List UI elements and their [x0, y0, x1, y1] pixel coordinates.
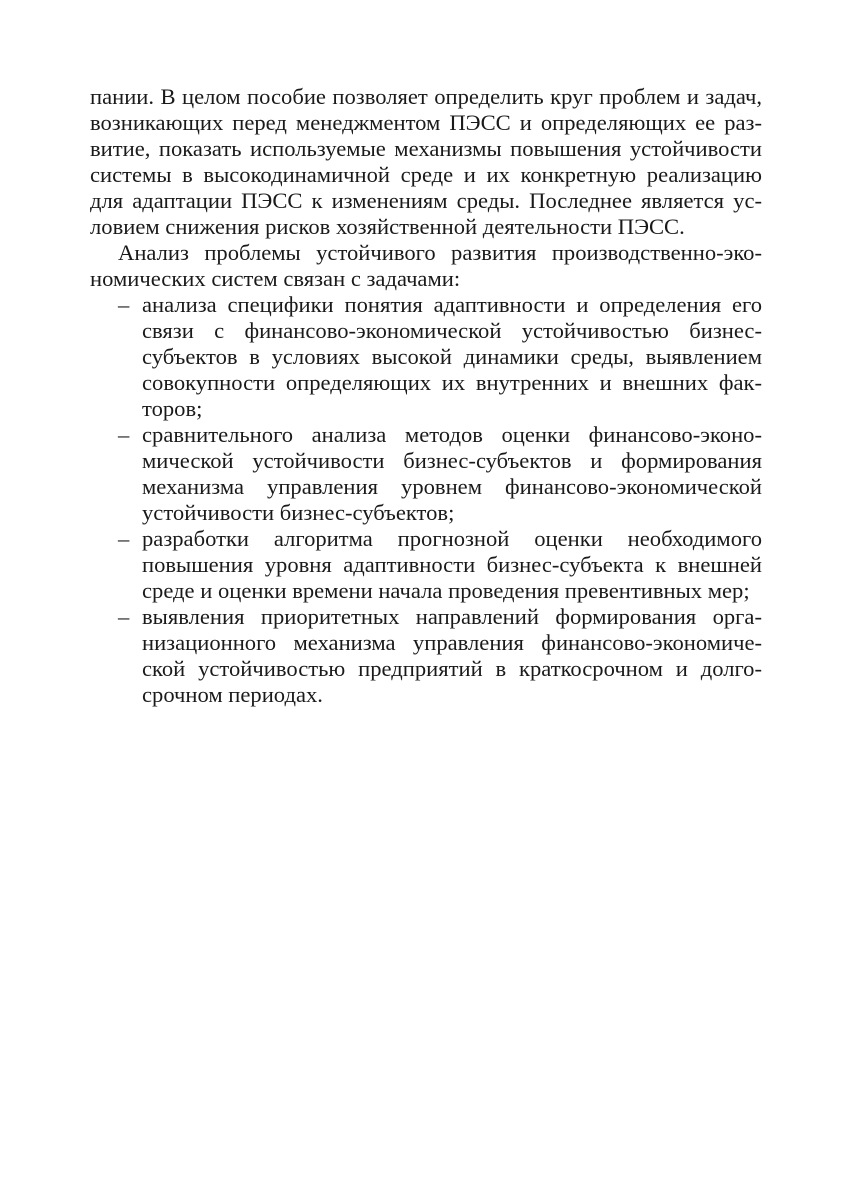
paragraph-intro: [90, 84, 762, 240]
list-item-line: торов;: [142, 396, 203, 421]
list-item-line: срочном периодах.: [142, 682, 323, 707]
list-item: [90, 526, 762, 604]
list-item: [90, 422, 762, 526]
paragraph-analysis: [90, 240, 762, 292]
dash-marker: –: [118, 526, 130, 551]
text-line: ловием снижения рисков хозяйственной деятельности ПЭСС.: [90, 214, 685, 239]
text-line: для адаптации ПЭСС к изменениям среды. Последнее является ус-: [90, 188, 762, 213]
list-item-line: среде и оценки времени начала проведения превентивных мер;: [142, 578, 750, 603]
list-item-line: [90, 604, 762, 630]
list-item-text: сравнительного анализа методов оценки финансово-эконо-: [142, 422, 762, 447]
text-line: Анализ проблемы устойчивого развития производственно-эко-: [118, 240, 762, 265]
list-item-line: устойчивости бизнес-субъектов;: [142, 500, 455, 525]
text-line: возникающих перед менеджментом ПЭСС и определяющих ее раз-: [90, 110, 762, 135]
dash-marker: –: [118, 292, 130, 317]
body-text: [90, 84, 762, 708]
dash-marker: –: [118, 604, 130, 629]
list-item-line: [90, 422, 762, 448]
list-item-line: механизма управления уровнем финансово-экономической: [142, 474, 762, 499]
list-item-line: [90, 526, 762, 552]
list-item-text: разработки алгоритма прогнозной оценки необходимого: [142, 526, 762, 551]
list-item-line: [90, 292, 762, 318]
list-item-line: мической устойчивости бизнес-субъектов и формирования: [142, 448, 762, 473]
list-item-line: повышения уровня адаптивности бизнес-субъекта к внешней: [142, 552, 762, 577]
list-item-line: связи с финансово-экономической устойчивостью бизнес-: [142, 318, 762, 343]
list-item-line: низационного механизма управления финансово-экономиче-: [142, 630, 762, 655]
task-list: [90, 292, 762, 708]
list-item-line: ской устойчивостью предприятий в краткосрочном и долго-: [142, 656, 762, 681]
text-line: пании. В целом пособие позволяет определить круг проблем и задач,: [90, 84, 762, 109]
list-item-line: субъектов в условиях высокой динамики среды, выявлением: [142, 344, 762, 369]
list-item-text: выявления приоритетных направлений формирования орга-: [142, 604, 762, 629]
text-line: системы в высокодинамичной среде и их конкретную реализацию: [90, 162, 762, 187]
text-line: номических систем связан с задачами:: [90, 266, 461, 291]
list-item-line: совокупности определяющих их внутренних и внешних фак-: [142, 370, 762, 395]
list-item: [90, 292, 762, 422]
list-item-text: анализа специфики понятия адаптивности и определения его: [142, 292, 762, 317]
dash-marker: –: [118, 422, 130, 447]
list-item: [90, 604, 762, 708]
text-line: витие, показать используемые механизмы повышения устойчивости: [90, 136, 762, 161]
